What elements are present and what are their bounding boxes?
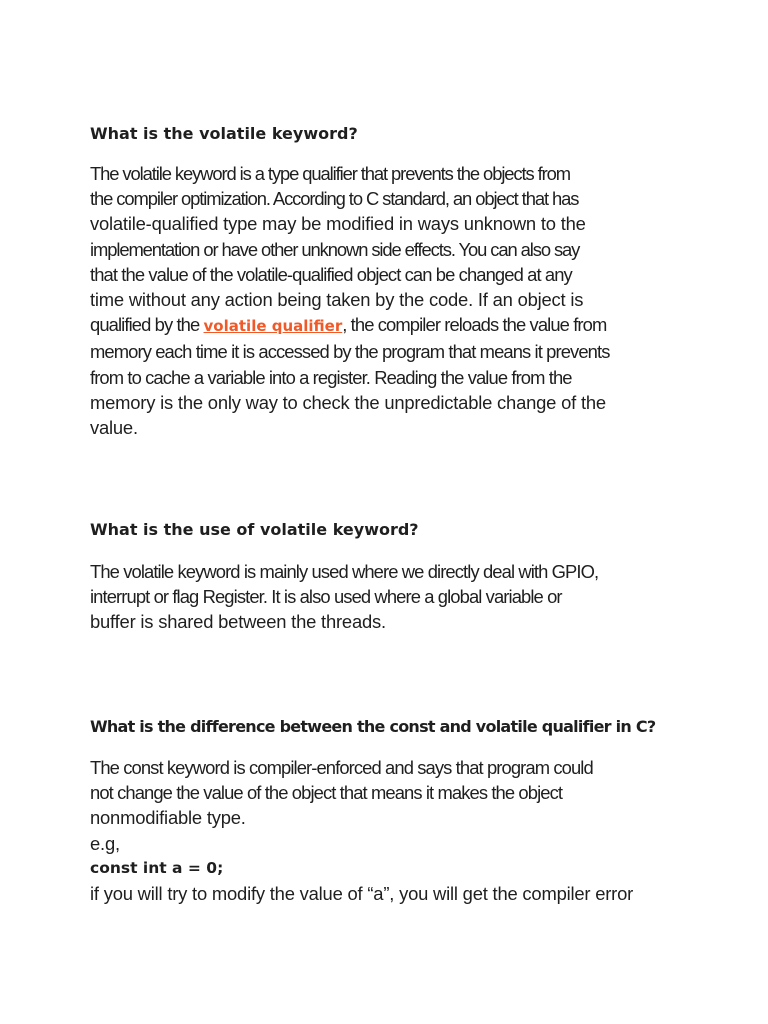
text-line: interrupt or flag Register. It is also used where a global variable or — [90, 586, 562, 608]
heading-use-of-volatile: What is the use of volatile keyword? — [90, 520, 419, 539]
text-line: The const keyword is compiler-enforced and says that program could — [90, 757, 593, 778]
text-fragment: , the compiler reloads the value from — [342, 314, 607, 336]
heading-what-is-volatile: What is the volatile keyword? — [90, 124, 358, 143]
heading-const-vs-volatile: What is the difference between the const and volatile qualifier in C? — [90, 717, 656, 736]
text-line: that the value of the volatile-qualified object can be changed at any — [90, 263, 572, 285]
text-line: not change the value of the object that means it makes the object — [90, 782, 563, 804]
text-line: The volatile keyword is mainly used where we directly deal with GPIO, — [90, 561, 599, 582]
text-line-with-link — [90, 312, 715, 339]
text-line: if you will try to modify the value of “a”, you will get the compiler error — [90, 883, 634, 905]
text-line: value. — [90, 417, 138, 439]
paragraph-use-of-volatile — [90, 559, 715, 635]
code-example: const int a = 0; — [90, 858, 224, 877]
text-line: time without any action being taken by the code. If an object is — [90, 289, 584, 311]
text-line: volatile-qualified type may be modified in ways unknown to the — [90, 213, 586, 235]
text-line: e.g, — [90, 832, 120, 854]
text-line: implementation or have other unknown side effects. You can also say — [90, 238, 580, 260]
paragraph-what-is-volatile — [90, 161, 715, 440]
text-line: from to cache a variable into a register. Reading the value from the — [90, 366, 572, 388]
text-line: The volatile keyword is a type qualifier that prevents the objects from — [90, 163, 571, 184]
text-line: memory is the only way to check the unpredictable change of the — [90, 391, 606, 413]
text-line: memory each time it is accessed by the program that means it prevents — [90, 341, 610, 363]
text-line: nonmodifiable type. — [90, 807, 246, 829]
paragraph-const-vs-volatile — [90, 755, 715, 906]
text-fragment: qualified by the — [90, 314, 204, 336]
volatile-qualifier-link[interactable]: volatile qualifier — [203, 317, 343, 336]
text-line: the compiler optimization. According to C standard, an object that has — [90, 188, 579, 210]
text-line: buffer is shared between the threads. — [90, 611, 386, 633]
